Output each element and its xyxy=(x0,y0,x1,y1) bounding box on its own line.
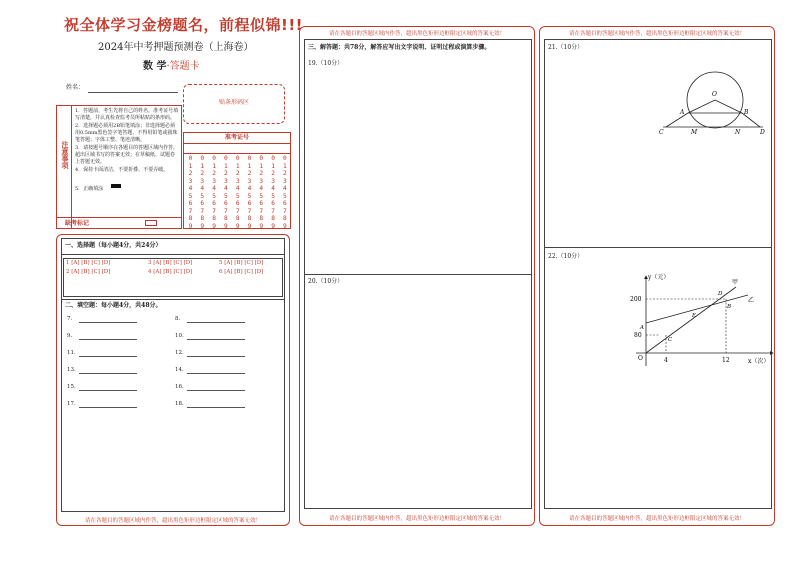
digit-bubble[interactable]: 0 xyxy=(235,155,240,162)
fill-number: 17. xyxy=(67,401,76,407)
digit-bubble[interactable]: 9 xyxy=(271,222,275,230)
warning-text: 请在各题目的答题区域内作答，超出黑色矩形边框限定区域的答案无效！ xyxy=(568,516,745,522)
subject-name: 数 学 xyxy=(143,61,167,72)
digit-bubble[interactable]: 1 xyxy=(200,162,205,170)
digit-bubble[interactable]: 7 xyxy=(224,207,228,215)
notice-item: 1．答题前，考生先将自己的姓名，准考证号填写清楚，并认真检查监考员所粘贴的条形码。 xyxy=(75,108,179,121)
choice-item[interactable]: 2 [A] [B] [C] [D] xyxy=(66,269,111,275)
digit-bubble[interactable]: 9 xyxy=(212,222,216,230)
digit-bubble[interactable]: 0 xyxy=(188,155,193,162)
digit-bubble[interactable]: 4 xyxy=(283,185,287,193)
digit-bubble[interactable]: 2 xyxy=(200,170,205,178)
label-a: A xyxy=(680,109,685,116)
digit-bubble[interactable]: 4 xyxy=(188,185,193,193)
fill-blank[interactable] xyxy=(187,334,245,340)
digit-bubble[interactable]: 1 xyxy=(188,162,193,170)
digit-bubble[interactable]: 1 xyxy=(247,162,252,170)
exam-number-column[interactable] xyxy=(232,155,243,230)
choice-item[interactable]: 3 [A] [B] [C] [D] xyxy=(148,260,193,266)
digit-bubble[interactable]: 9 xyxy=(200,222,205,230)
digit-bubble[interactable]: 8 xyxy=(188,215,193,223)
answer-panel-middle xyxy=(299,26,535,526)
digit-bubble[interactable]: 6 xyxy=(224,200,228,208)
digit-bubble[interactable]: 0 xyxy=(271,155,275,162)
digit-bubble[interactable]: 6 xyxy=(212,200,216,208)
point-b-label: B xyxy=(727,304,732,310)
digit-bubble[interactable]: 6 xyxy=(200,200,205,208)
exam-number-column[interactable] xyxy=(256,155,267,230)
digit-bubble[interactable]: 6 xyxy=(188,200,193,208)
question-22: 22.（10分） xyxy=(548,253,584,260)
digit-bubble[interactable]: 4 xyxy=(212,185,216,193)
digit-bubble[interactable]: 5 xyxy=(212,192,216,200)
fill-number: 18. xyxy=(175,401,184,407)
label-o: O xyxy=(712,91,717,98)
absent-checkbox[interactable] xyxy=(145,220,157,226)
digit-bubble[interactable]: 6 xyxy=(283,200,287,208)
digit-bubble[interactable]: 7 xyxy=(235,207,240,215)
digit-bubble[interactable]: 8 xyxy=(212,215,216,223)
digit-bubble[interactable]: 5 xyxy=(188,192,193,200)
digit-bubble[interactable]: 9 xyxy=(224,222,228,230)
digit-bubble[interactable]: 7 xyxy=(188,207,193,215)
exam-number-label: 准考证号 xyxy=(224,134,249,141)
digit-bubble[interactable]: 1 xyxy=(235,162,240,170)
digit-bubble[interactable]: 0 xyxy=(200,155,205,162)
segment-ob xyxy=(715,100,742,113)
x-tick: 4 xyxy=(664,357,668,364)
barcode-area xyxy=(183,84,285,124)
digit-bubble[interactable]: 8 xyxy=(259,215,264,223)
line-jia-label: 甲 xyxy=(732,279,739,286)
exam-number-column[interactable] xyxy=(244,155,255,230)
digit-bubble[interactable]: 2 xyxy=(247,170,252,178)
banner: 祝全体学习金榜题名，前程似锦!!! xyxy=(64,16,304,34)
fill-blank[interactable] xyxy=(79,334,137,340)
digit-bubble[interactable]: 2 xyxy=(235,170,240,178)
notice-box xyxy=(56,105,182,229)
answer-area-19[interactable] xyxy=(304,69,532,274)
digit-bubble[interactable]: 5 xyxy=(259,192,264,200)
y-tick: 200 xyxy=(630,296,642,303)
fill-number: 15. xyxy=(67,384,76,390)
exam-number-grid xyxy=(183,132,291,229)
fill-number: 16. xyxy=(175,384,184,390)
digit-bubble[interactable]: 2 xyxy=(224,170,228,178)
digit-bubble[interactable]: 3 xyxy=(188,177,193,185)
digit-bubble[interactable]: 1 xyxy=(259,162,264,170)
label-m: M xyxy=(691,129,698,135)
exam-number-column[interactable] xyxy=(268,155,279,230)
digit-bubble[interactable]: 6 xyxy=(271,200,275,208)
digit-bubble[interactable]: 8 xyxy=(200,215,205,223)
digit-bubble[interactable]: 5 xyxy=(283,192,287,200)
exam-number-column[interactable] xyxy=(197,155,208,230)
notice-title: 注意事项 xyxy=(61,141,70,169)
fill-blank[interactable] xyxy=(79,317,137,323)
digit-bubble[interactable]: 2 xyxy=(283,170,287,178)
choice-item[interactable]: 5 [A] [B] [C] [D] xyxy=(219,260,264,266)
digit-bubble[interactable]: 3 xyxy=(247,177,252,185)
digit-bubble[interactable]: 5 xyxy=(224,192,228,200)
fill-blank[interactable] xyxy=(187,385,245,391)
digit-bubble[interactable]: 1 xyxy=(224,162,228,170)
figure-22 xyxy=(618,271,778,371)
digit-bubble[interactable]: 1 xyxy=(212,162,216,170)
digit-bubble[interactable]: 9 xyxy=(235,222,240,230)
x-tick: 12 xyxy=(722,357,730,364)
absent-label: 缺考标记 xyxy=(65,220,90,227)
digit-bubble[interactable]: 7 xyxy=(212,207,216,215)
origin-label: O xyxy=(638,355,643,362)
digit-bubble[interactable]: 3 xyxy=(283,177,287,185)
answer-panel-left xyxy=(56,234,290,526)
digit-bubble[interactable]: 1 xyxy=(283,162,287,170)
section2-title: 二、填空题：每小题4分，共48分。 xyxy=(65,302,162,309)
fill-blank[interactable] xyxy=(79,402,137,408)
label-b: B xyxy=(744,109,749,116)
digit-bubble[interactable]: 4 xyxy=(235,185,240,193)
question-20: 20.（10分） xyxy=(308,278,344,285)
choice-item[interactable]: 6 [A] [B] [C] [D] xyxy=(219,269,264,275)
digit-bubble[interactable]: 3 xyxy=(271,177,275,185)
digit-bubble[interactable]: 7 xyxy=(200,207,205,215)
segment-oa xyxy=(688,100,715,113)
digit-bubble[interactable]: 5 xyxy=(200,192,205,200)
digit-bubble[interactable]: 0 xyxy=(247,155,252,162)
fill-blank[interactable] xyxy=(187,317,245,323)
fill-blank[interactable] xyxy=(187,368,245,374)
digit-bubble[interactable]: 6 xyxy=(259,200,264,208)
segment-ac xyxy=(666,113,688,127)
digit-bubble[interactable]: 6 xyxy=(247,200,252,208)
figure-21 xyxy=(658,65,768,135)
digit-bubble[interactable]: 9 xyxy=(283,222,287,230)
warning-text: 请在各题目的答题区域内作答，超出黑色矩形边框限定区域的答案无效！ xyxy=(328,516,505,522)
digit-bubble[interactable]: 8 xyxy=(283,215,287,223)
y-axis-label: y（元） xyxy=(648,274,670,281)
exam-number-column[interactable] xyxy=(220,155,231,230)
exam-number-column[interactable] xyxy=(185,155,196,230)
digit-bubble[interactable]: 1 xyxy=(271,162,275,170)
fill-number: 9. xyxy=(67,333,73,339)
choice-item[interactable]: 4 [A] [B] [C] [D] xyxy=(148,269,193,275)
fill-number: 11. xyxy=(67,350,76,356)
name-field[interactable] xyxy=(88,92,178,93)
question-19: 19.（10分） xyxy=(308,60,344,67)
digit-bubble[interactable]: 4 xyxy=(271,185,275,193)
subject-suffix: ·答题卡 xyxy=(166,61,200,72)
digit-bubble[interactable]: 9 xyxy=(188,222,193,230)
digit-bubble[interactable]: 5 xyxy=(235,192,240,200)
fill-blank[interactable] xyxy=(79,385,137,391)
fill-number: 7. xyxy=(67,316,73,322)
notice-item: 2．选择题必须用2B铅笔填涂；非选择题必须用0.5mm黑色签字笔答题，不得用铅笔或圆珠笔答题；字体工整、笔迹清晰。 xyxy=(75,123,178,143)
fill-number: 14. xyxy=(175,367,184,373)
notice-item: 3．请按题号顺序在各题目的答题区域内作答，超出区域书写的答案无效；在草稿纸、试题卷上答题无效。 xyxy=(75,145,179,165)
digit-bubble[interactable]: 7 xyxy=(283,207,287,215)
digit-bubble[interactable]: 7 xyxy=(271,207,275,215)
answer-area-20[interactable] xyxy=(304,287,532,507)
fill-number: 13. xyxy=(67,367,76,373)
label-d: D xyxy=(760,129,765,135)
digit-bubble[interactable]: 2 xyxy=(271,170,275,178)
digit-bubble[interactable]: 8 xyxy=(247,215,252,223)
name-label: 姓名： xyxy=(66,84,85,91)
section1-title: 一、选择题（每小题4分，共24分） xyxy=(65,242,162,249)
digit-bubble[interactable]: 9 xyxy=(247,222,252,230)
point-d-label: D xyxy=(718,291,723,297)
digit-bubble[interactable]: 4 xyxy=(200,185,205,193)
digit-bubble[interactable]: 5 xyxy=(271,192,275,200)
notice-item: 5．正确填涂 xyxy=(75,186,104,192)
digit-bubble[interactable]: 0 xyxy=(212,155,216,162)
subject-title xyxy=(143,57,200,72)
filled-mark-icon xyxy=(111,184,121,188)
digit-bubble[interactable]: 4 xyxy=(247,185,252,193)
digit-bubble[interactable]: 8 xyxy=(271,215,275,223)
warning-text: 请在各题目的答题区域内作答，超出黑色矩形边框限定区域的答案无效！ xyxy=(84,518,261,524)
notice-list xyxy=(75,108,179,194)
warning-text: 请在各题目的答题区域内作答，超出黑色矩形边框限定区域的答案无效！ xyxy=(568,31,745,37)
answer-panel-right xyxy=(539,26,775,526)
fill-number: 8. xyxy=(175,316,181,322)
fill-number: 12. xyxy=(175,350,184,356)
exam-number-digits[interactable] xyxy=(185,155,291,229)
exam-title: 2024年中考押题预测卷（上海卷） xyxy=(98,42,254,53)
choice-item[interactable]: 1 [A] [B] [C] [D] xyxy=(66,260,111,266)
digit-bubble[interactable]: 0 xyxy=(259,155,264,162)
digit-bubble[interactable]: 3 xyxy=(212,177,216,185)
fill-blank[interactable] xyxy=(79,368,137,374)
fill-blank[interactable] xyxy=(79,351,137,357)
digit-bubble[interactable]: 8 xyxy=(224,215,228,223)
question-21: 21.（10分） xyxy=(548,44,584,51)
digit-bubble[interactable]: 2 xyxy=(259,170,264,178)
point-c-label: C xyxy=(668,337,673,343)
digit-bubble[interactable]: 2 xyxy=(188,170,193,178)
exam-number-column[interactable] xyxy=(279,155,290,230)
digit-bubble[interactable]: 7 xyxy=(259,207,264,215)
point-a-label: A xyxy=(640,325,644,331)
absent-row xyxy=(56,217,182,229)
digit-bubble[interactable]: 3 xyxy=(224,177,228,185)
label-n: N xyxy=(735,129,741,135)
exam-number-column[interactable] xyxy=(209,155,220,230)
digit-bubble[interactable]: 3 xyxy=(259,177,264,185)
notice-item: 4．保持卡面清洁，不要折叠、不要弄破。 xyxy=(75,167,169,173)
digit-bubble[interactable]: 7 xyxy=(247,207,252,215)
digit-bubble[interactable]: 6 xyxy=(235,200,240,208)
digit-bubble[interactable]: 0 xyxy=(283,155,287,162)
label-c: C xyxy=(659,129,664,135)
digit-bubble[interactable]: 3 xyxy=(200,177,205,185)
line-jia xyxy=(646,287,736,353)
fill-blank[interactable] xyxy=(187,402,245,408)
digit-bubble[interactable]: 2 xyxy=(212,170,216,178)
digit-bubble[interactable]: 0 xyxy=(224,155,228,162)
x-axis-label: x（次） xyxy=(748,358,770,365)
digit-bubble[interactable]: 3 xyxy=(235,177,240,185)
digit-bubble[interactable]: 8 xyxy=(235,215,240,223)
digit-bubble[interactable]: 4 xyxy=(224,185,228,193)
point-e-label: E xyxy=(692,313,697,319)
warning-text: 请在各题目的答题区域内作答，超出黑色矩形边框限定区域的答案无效！ xyxy=(328,31,505,37)
y-tick: 80 xyxy=(634,332,642,339)
digit-bubble[interactable]: 9 xyxy=(259,222,264,230)
digit-bubble[interactable]: 5 xyxy=(247,192,252,200)
notice-fill-example xyxy=(75,175,179,194)
line-yi-label: 乙 xyxy=(748,297,755,304)
fill-number: 10. xyxy=(175,333,184,339)
barcode-label: 贴条形码区 xyxy=(218,99,249,106)
digit-bubble[interactable]: 4 xyxy=(259,185,264,193)
section3-title: 三、解答题：共78分，解答应写出文字说明、证明过程或演算步骤。 xyxy=(308,44,491,51)
fill-blank[interactable] xyxy=(187,351,245,357)
